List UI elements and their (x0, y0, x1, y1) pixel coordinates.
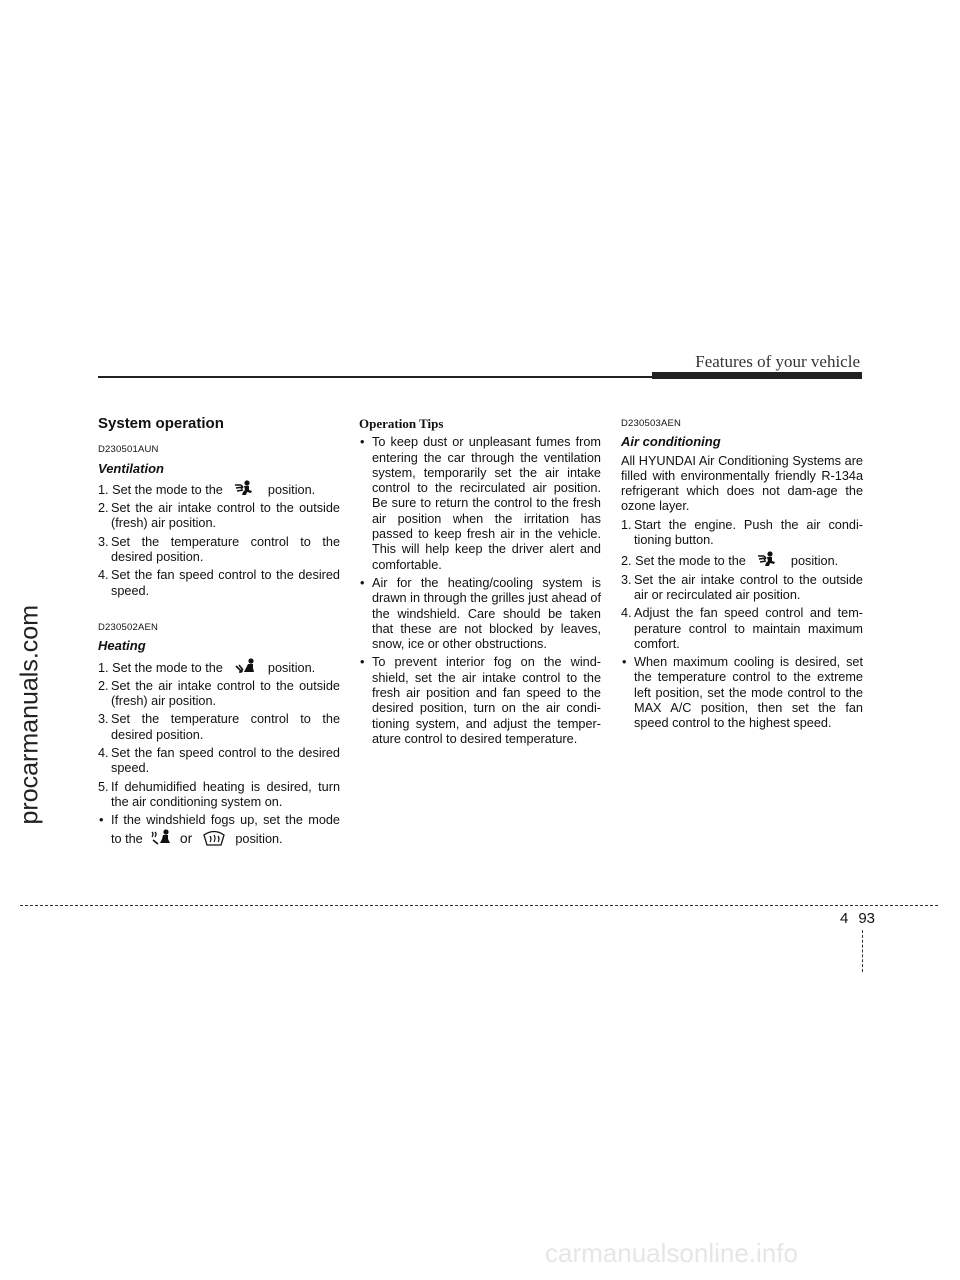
operation-tips-list (359, 435, 601, 747)
heating-bullet: • If the windshield fogs up, set the mode to the or position. (99, 813, 340, 846)
ventilation-step-1-text: 1. Set the mode to the (98, 482, 223, 497)
air-conditioning-step-2-text: 2. Set the mode to the (621, 554, 746, 569)
ventilation-step: 4. Set the fan speed control to the desired speed. (98, 568, 340, 598)
footer-divider (20, 905, 938, 906)
ventilation-step-1 (98, 480, 340, 498)
air-conditioning-step: 3. Set the air intake control to the outside air or recirculated air position. (621, 572, 863, 602)
heating-bullet-or: or (179, 829, 193, 846)
heating-step: 3. Set the temperature control to the desired position. (98, 712, 340, 742)
air-conditioning-step-2 (621, 551, 863, 569)
footer-tick (862, 930, 863, 972)
air-conditioning-step: 1. Start the engine. Push the air condi-tioning button. (621, 517, 863, 548)
bottom-watermark: carmanualsonline.info (545, 1238, 798, 1268)
page-number (840, 910, 875, 927)
ventilation-step: 2. Set the air intake control to the outside (fresh) air position. (98, 501, 340, 531)
floor-defrost-icon (150, 829, 172, 847)
defrost-icon (202, 829, 226, 847)
ventilation-step-1-post: position. (267, 482, 316, 497)
header-rule-accent (652, 372, 862, 379)
ventilation-step: 3. Set the temperature control to the desired position. (98, 534, 340, 565)
column-left (98, 416, 340, 850)
operation-tip: • To prevent interior fog on the wind-shield, set the air intake control to the fresh air position and fan speed to the desired position, turn on the air condi-tioning system, and adjust the temper-ature control to desired temperature. (360, 655, 601, 746)
heating-step-1-post: position. (267, 660, 316, 675)
face-vent-icon (234, 480, 256, 498)
chapter-number: 4 (840, 910, 849, 927)
heating-step: 5. If dehumidified heating is desired, turn the air conditioning system on. (98, 779, 340, 809)
ventilation-code: D230501AUN (98, 444, 159, 456)
heating-bullet-post: position. (235, 831, 283, 846)
floor-vent-icon (234, 658, 256, 676)
side-watermark: procarmanuals.com (15, 604, 44, 825)
heating-code: D230502AEN (98, 621, 159, 633)
operation-tips-heading: Operation Tips (359, 416, 444, 431)
system-operation-heading: System operation (98, 415, 224, 432)
operation-tip: • To keep dust or unpleasant fumes from entering the car through the ventilation system, temporarily set the air intake control to the recirculated air position. Be sure to return the control to the fresh air position when the irritation has passed to keep fresh air in the vehicle. This will help keep the driver alert and comfortable. (360, 435, 601, 572)
air-conditioning-bullet: • When maximum cooling is desired, set the temperature control to the extreme left position, set the mode control to the MAX A/C position, then set the fan speed control to the highest speed. (622, 655, 863, 731)
column-right (621, 416, 863, 735)
heating-bullet-text: If the windshield fogs up, set the mode to the (111, 813, 340, 846)
air-conditioning-step: 4. Adjust the fan speed control and tem-perature control to maintain maximum comfort. (621, 606, 863, 651)
column-middle (359, 416, 601, 750)
heating-step: 4. Set the fan speed control to the desired speed. (98, 746, 340, 776)
air-conditioning-title: Air conditioning (621, 434, 721, 450)
air-conditioning-steps (621, 518, 863, 549)
air-conditioning-code: D230503AEN (621, 418, 682, 429)
heating-step: 2. Set the air intake control to the outside (fresh) air position. (98, 678, 340, 709)
heating-title: Heating (98, 638, 146, 654)
heating-step-1-text: 1. Set the mode to the (98, 660, 223, 675)
ventilation-title: Ventilation (98, 460, 164, 476)
air-conditioning-intro: All HYUNDAI Air Conditioning Systems are filled with environmentally friendly R-134a refrigerant which does not dam-age the ozone layer. (621, 453, 863, 514)
operation-tip: • Air for the heating/cooling system is drawn in through the grilles just ahead of the windshield. Care should be taken that these are not blocked by leaves, snow, ice or other obstructions. (360, 575, 601, 652)
air-conditioning-step-2-post: position. (790, 554, 839, 569)
face-vent-icon (757, 551, 779, 569)
section-title: Features of your vehicle (695, 352, 860, 371)
page-number-value: 93 (858, 910, 876, 927)
ventilation-steps (98, 501, 340, 599)
heating-step-1 (98, 658, 340, 676)
heating-steps (98, 679, 340, 810)
